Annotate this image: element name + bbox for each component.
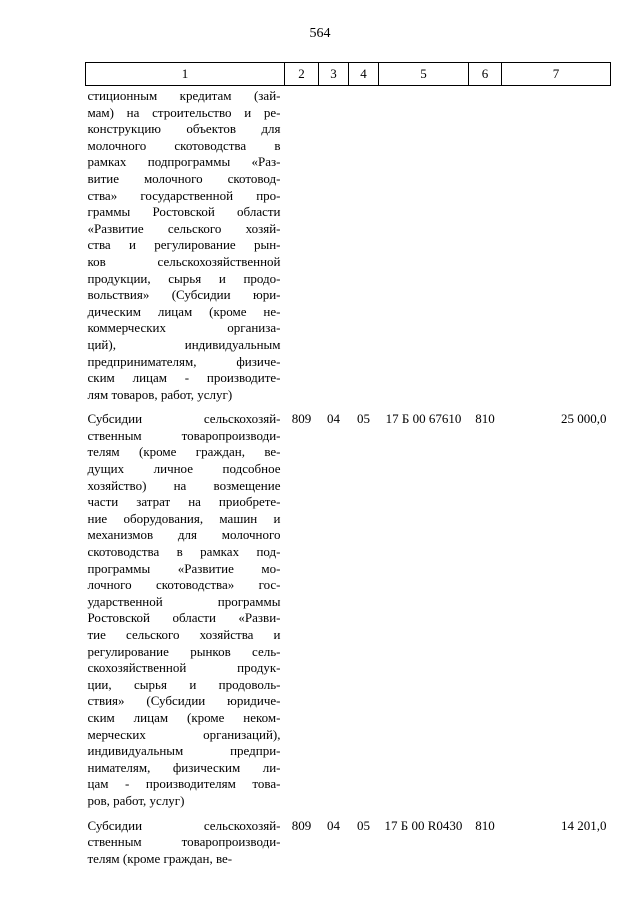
description-line: предпринимателям, физиче-: [87, 353, 281, 369]
description-line: ров, работ, услуг): [87, 792, 185, 808]
table-header-row: [86, 63, 611, 86]
subsection-code: 05: [357, 411, 370, 427]
description-line: цам - производителям това-: [87, 776, 281, 792]
column-header-1: 1: [86, 63, 285, 86]
description-line: ства» государственной про-: [87, 187, 281, 203]
amount: 25 000,0: [561, 411, 607, 427]
column-header-2: 2: [285, 63, 319, 86]
description-line: коммерческих организа-: [87, 320, 281, 336]
expense-type-code: 810: [475, 817, 495, 833]
description-line: мерческих организаций),: [87, 726, 281, 742]
description-line: Субсидии сельскохозяй-: [87, 411, 281, 427]
subsection-code: [349, 86, 379, 404]
description-line: «Развитие сельского хозяй-: [87, 220, 281, 236]
row-description: [86, 86, 285, 404]
description-line: вольствия» (Субсидии юри-: [87, 287, 281, 303]
description-line: конструкцию объектов для: [87, 121, 281, 137]
description-line: ков сельскохозяйственной: [87, 253, 281, 269]
subsection-code: 05: [357, 817, 370, 833]
description-line: мам) на строительство и ре-: [87, 104, 281, 120]
description-line: продукции, сырья и продо-: [87, 270, 281, 286]
table-row: [86, 403, 611, 809]
page-number: 564: [309, 26, 331, 41]
description-line: ским лицам (кроме неком-: [87, 709, 281, 725]
description-line: рамках подпрограммы «Раз-: [87, 154, 281, 170]
description-line: дущих личное подсобное: [87, 461, 281, 477]
description-line: тие сельского хозяйства и: [87, 627, 281, 642]
table-row: [86, 86, 611, 404]
column-header-5: 5: [379, 63, 469, 86]
description-line: регулирование рынков сель-: [87, 643, 281, 659]
description-line: ции, сырья и продоволь-: [87, 676, 281, 692]
description-line: телям (кроме граждан, ве-: [87, 850, 233, 866]
target-article-code: 17 Б 00 R0430: [384, 817, 463, 833]
description-line: ствия» (Субсидии юридиче-: [87, 693, 281, 709]
row-description: [86, 810, 285, 868]
description-line: граммы Ростовской области: [87, 204, 281, 220]
description-line: хозяйство) на возмещение: [87, 477, 281, 493]
description-line: лочного скотоводства» гос-: [87, 577, 281, 593]
description-line: механизмов для молочного: [87, 527, 281, 543]
section-code: [319, 86, 349, 404]
description-line: нимателям, физическим ли-: [87, 759, 281, 775]
description-line: индивидуальным предпри-: [87, 743, 281, 759]
expense-type-code: 810: [475, 411, 495, 427]
description-line: программы «Развитие мо-: [87, 560, 281, 576]
description-line: части затрат на приобрете-: [87, 494, 281, 510]
description-line: ства и регулирование рын-: [87, 237, 281, 253]
description-line: ским лицам - производите-: [87, 370, 281, 386]
description-line: витие молочного скотовод-: [87, 170, 281, 186]
column-header-7: 7: [502, 63, 611, 86]
description-line: Ростовской области «Разви-: [87, 610, 281, 626]
description-line: ственным товаропроизводи-: [87, 427, 281, 443]
description-line: скохозяйственной продук-: [87, 660, 281, 676]
description-line: скотоводства в рамках под-: [87, 544, 281, 560]
column-header-6: 6: [469, 63, 502, 86]
description-line: ние оборудования, машин и: [87, 510, 281, 526]
description-line: стиционным кредитам (зай-: [87, 88, 281, 103]
target-article-code: [379, 86, 469, 404]
ministry-code: 809: [291, 817, 312, 833]
description-line: лям товаров, работ, услуг): [87, 386, 233, 402]
ministry-code: [285, 86, 319, 404]
table-row: [86, 810, 611, 868]
column-header-4: 4: [349, 63, 379, 86]
amount: [502, 86, 611, 404]
budget-table: [85, 62, 611, 867]
row-description: [86, 403, 285, 809]
description-line: ций), индивидуальным: [87, 336, 281, 352]
target-article-code: 17 Б 00 67610: [385, 411, 462, 427]
description-line: молочного скотоводства в: [87, 137, 281, 153]
description-line: телям (кроме граждан, ве-: [87, 444, 281, 460]
column-header-3: 3: [319, 63, 349, 86]
description-line: Субсидии сельскохозяй-: [87, 817, 281, 833]
amount: 14 201,0: [561, 817, 607, 833]
section-code: 04: [327, 411, 340, 427]
section-code: 04: [327, 817, 340, 833]
ministry-code: 809: [291, 411, 312, 427]
description-line: ственным товаропроизводи-: [87, 834, 281, 850]
expense-type-code: [469, 86, 502, 404]
description-line: дическим лицам (кроме не-: [87, 303, 281, 319]
description-line: ударственной программы: [87, 593, 281, 609]
